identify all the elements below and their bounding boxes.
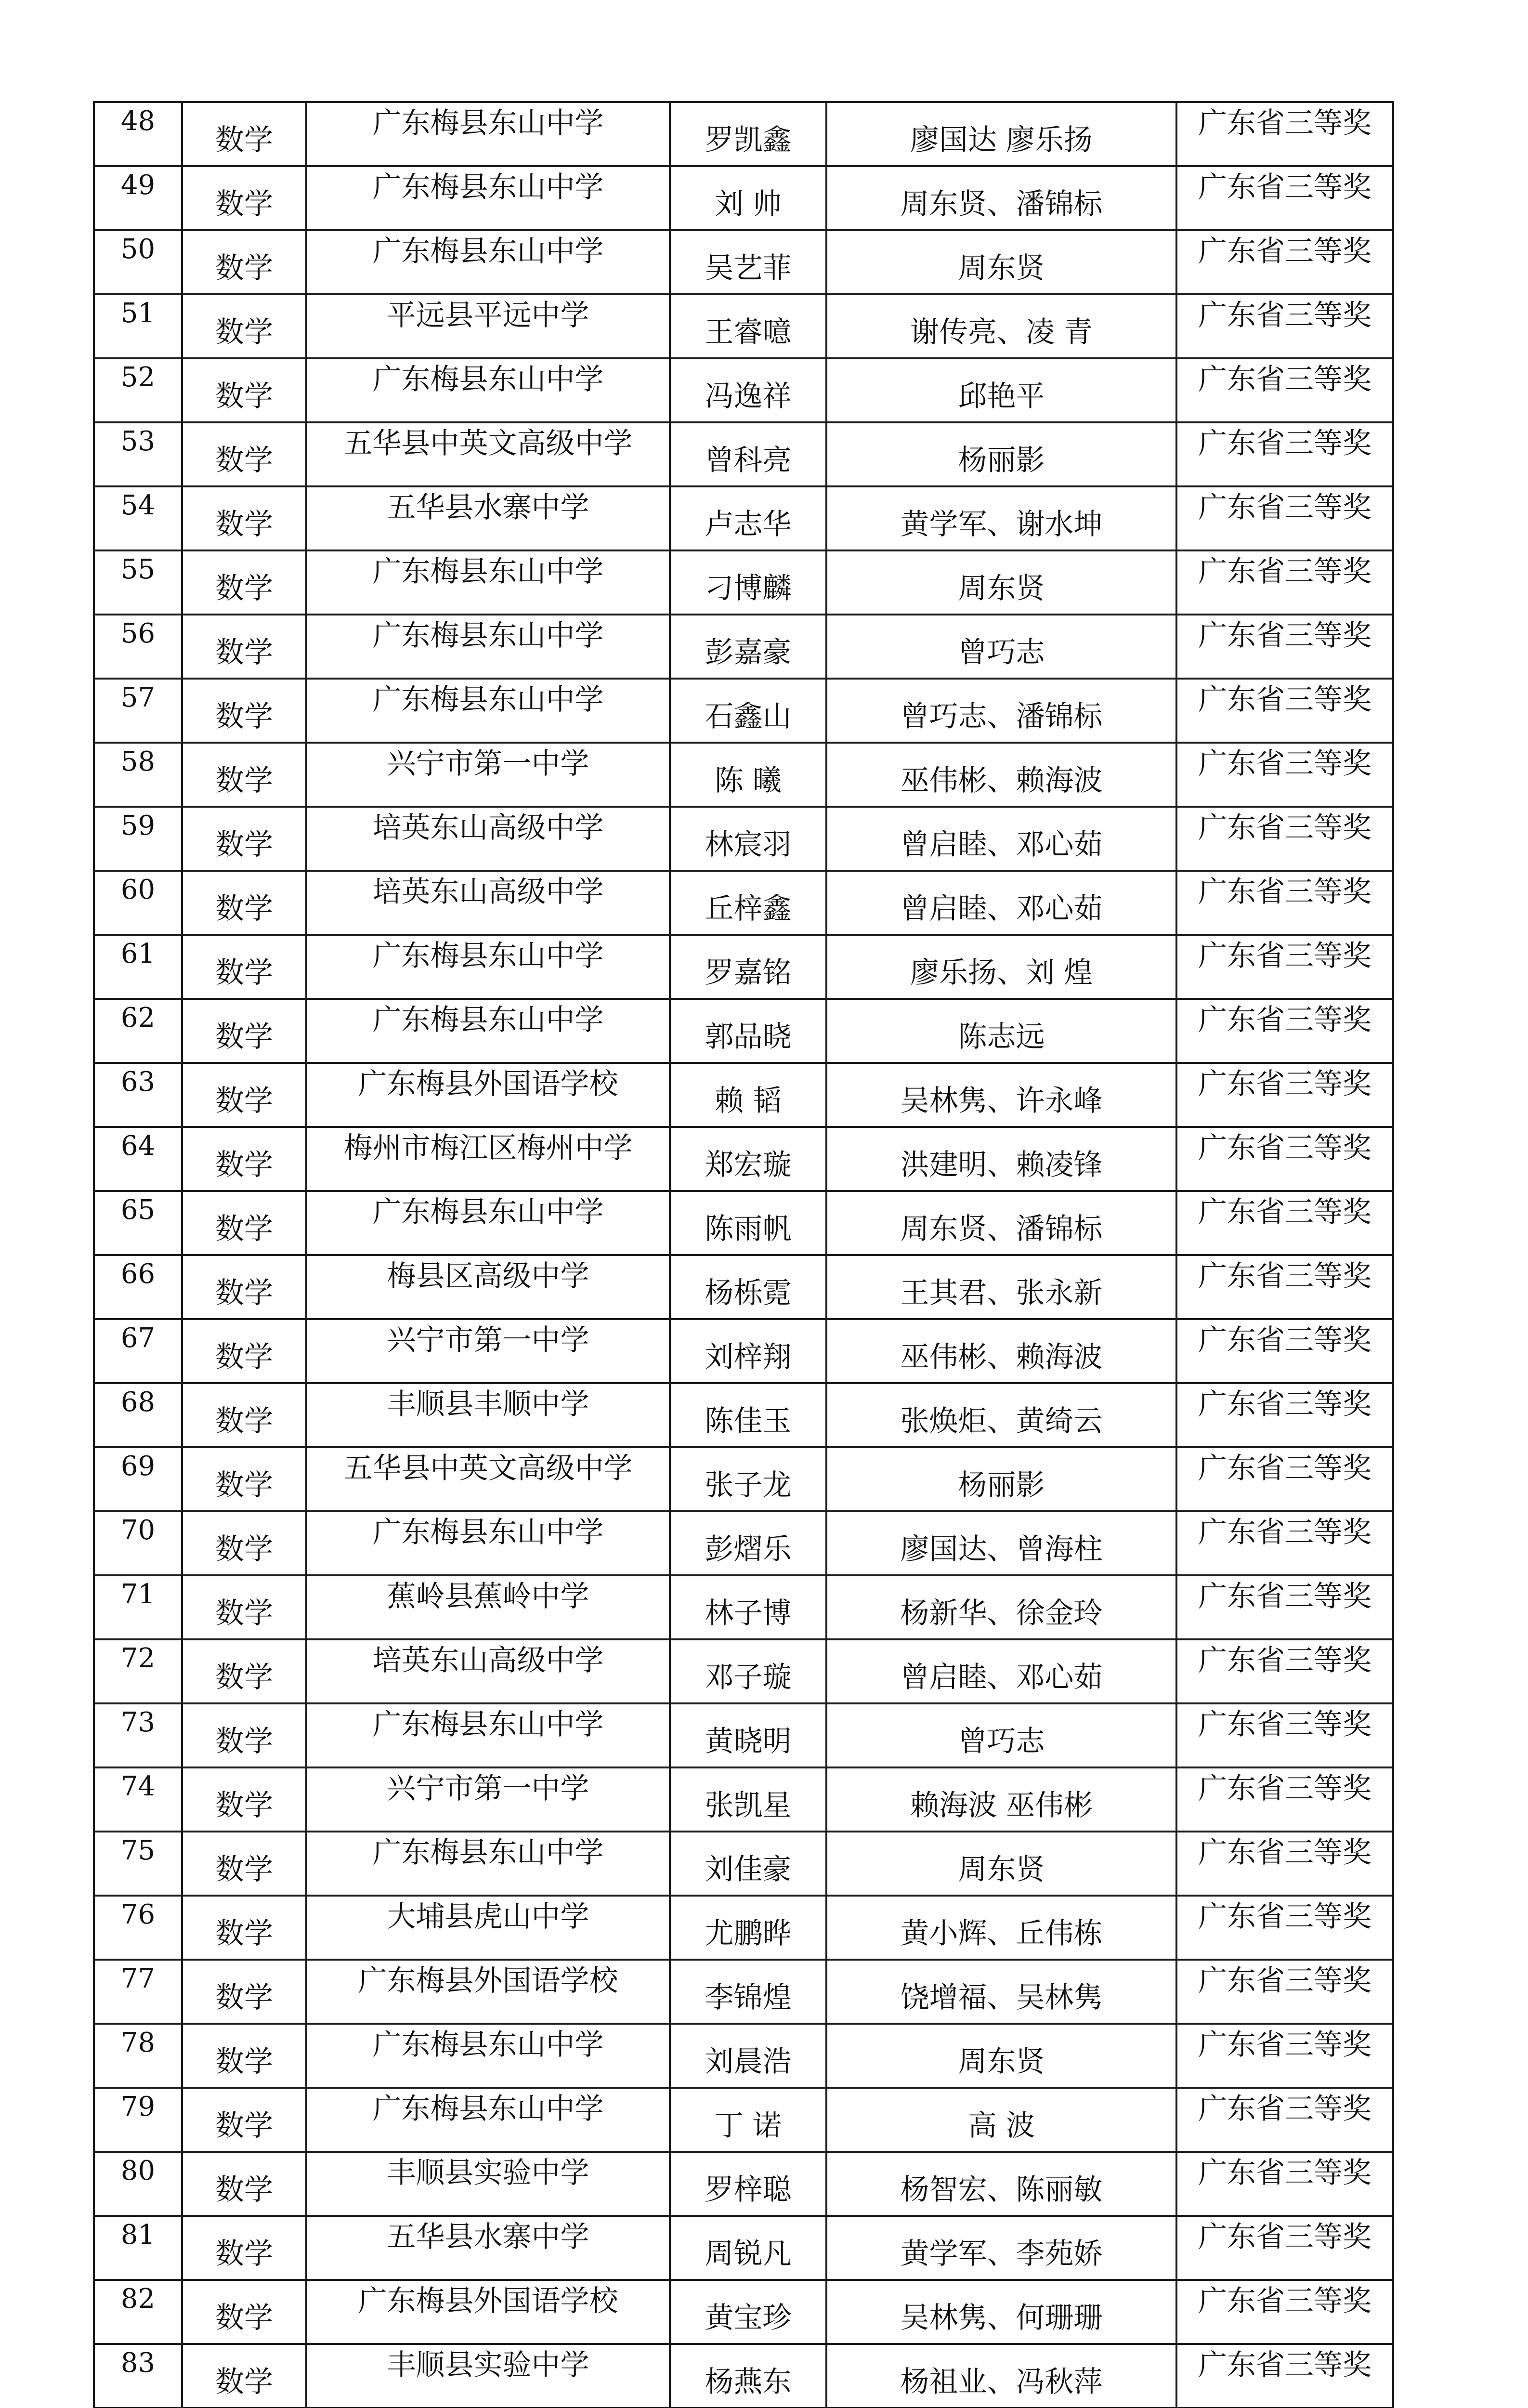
school-cell: 广东梅县外国语学校	[306, 1960, 670, 2024]
subject-cell: 数学	[182, 2024, 306, 2088]
teacher-cell: 陈志远	[826, 999, 1176, 1063]
subject-cell: 数学	[182, 1127, 306, 1191]
row-number-cell: 60	[94, 871, 182, 935]
award-cell: 广东省三等奖	[1176, 486, 1393, 550]
teacher-cell: 周东贤	[826, 2024, 1176, 2088]
school-cell: 广东梅县东山中学	[306, 550, 670, 615]
teacher-cell: 杨祖业、冯秋萍	[826, 2344, 1176, 2408]
teacher-cell: 曾巧志	[826, 615, 1176, 679]
school-cell: 兴宁市第一中学	[306, 1319, 670, 1383]
award-cell: 广东省三等奖	[1176, 358, 1393, 422]
table-row	[94, 1447, 1393, 1511]
student-name-cell: 罗梓聪	[670, 2152, 826, 2216]
award-cell: 广东省三等奖	[1176, 1767, 1393, 1832]
award-cell: 广东省三等奖	[1176, 1703, 1393, 1767]
teacher-cell: 曾启睦、邓心茹	[826, 1639, 1176, 1703]
student-name-cell: 曾科亮	[670, 422, 826, 486]
table-row	[94, 1511, 1393, 1575]
subject-cell: 数学	[182, 166, 306, 230]
table-row	[94, 550, 1393, 615]
award-cell: 广东省三等奖	[1176, 102, 1393, 166]
teacher-cell: 吴林隽、许永峰	[826, 1063, 1176, 1127]
subject-cell: 数学	[182, 999, 306, 1063]
student-name-cell: 杨燕东	[670, 2344, 826, 2408]
teacher-cell: 黄学军、谢水坤	[826, 486, 1176, 550]
table-row	[94, 486, 1393, 550]
table-row	[94, 1767, 1393, 1832]
table-row	[94, 679, 1393, 743]
row-number-cell: 69	[94, 1447, 182, 1511]
award-cell: 广东省三等奖	[1176, 1319, 1393, 1383]
student-name-cell: 陈雨帆	[670, 1191, 826, 1255]
student-name-cell: 刘 帅	[670, 166, 826, 230]
subject-cell: 数学	[182, 1063, 306, 1127]
award-cell: 广东省三等奖	[1176, 615, 1393, 679]
award-cell: 广东省三等奖	[1176, 2216, 1393, 2280]
teacher-cell: 谢传亮、凌 青	[826, 294, 1176, 358]
award-cell: 广东省三等奖	[1176, 1383, 1393, 1447]
row-number-cell: 70	[94, 1511, 182, 1575]
subject-cell: 数学	[182, 358, 306, 422]
table-row	[94, 1832, 1393, 1896]
school-cell: 五华县中英文高级中学	[306, 422, 670, 486]
table-row	[94, 615, 1393, 679]
table-row	[94, 871, 1393, 935]
teacher-cell: 张焕炬、黄绮云	[826, 1383, 1176, 1447]
table-row	[94, 743, 1393, 807]
row-number-cell: 63	[94, 1063, 182, 1127]
teacher-cell: 周东贤	[826, 550, 1176, 615]
table-row	[94, 1575, 1393, 1639]
school-cell: 广东梅县东山中学	[306, 2024, 670, 2088]
school-cell: 广东梅县东山中学	[306, 1703, 670, 1767]
student-name-cell: 陈 曦	[670, 743, 826, 807]
teacher-cell: 周东贤、潘锦标	[826, 1191, 1176, 1255]
row-number-cell: 72	[94, 1639, 182, 1703]
row-number-cell: 48	[94, 102, 182, 166]
subject-cell: 数学	[182, 2280, 306, 2344]
table-row	[94, 1063, 1393, 1127]
award-cell: 广东省三等奖	[1176, 422, 1393, 486]
subject-cell: 数学	[182, 102, 306, 166]
student-name-cell: 周锐凡	[670, 2216, 826, 2280]
school-cell: 广东梅县东山中学	[306, 2088, 670, 2152]
award-cell: 广东省三等奖	[1176, 2152, 1393, 2216]
table-row	[94, 807, 1393, 871]
school-cell: 五华县中英文高级中学	[306, 1447, 670, 1511]
teacher-cell: 高 波	[826, 2088, 1176, 2152]
row-number-cell: 77	[94, 1960, 182, 2024]
row-number-cell: 55	[94, 550, 182, 615]
row-number-cell: 52	[94, 358, 182, 422]
school-cell: 广东梅县外国语学校	[306, 1063, 670, 1127]
subject-cell: 数学	[182, 935, 306, 999]
school-cell: 梅州市梅江区梅州中学	[306, 1127, 670, 1191]
row-number-cell: 82	[94, 2280, 182, 2344]
row-number-cell: 54	[94, 486, 182, 550]
table-row	[94, 422, 1393, 486]
table-row	[94, 2216, 1393, 2280]
school-cell: 丰顺县丰顺中学	[306, 1383, 670, 1447]
award-cell: 广东省三等奖	[1176, 2280, 1393, 2344]
student-name-cell: 杨栎霓	[670, 1255, 826, 1319]
subject-cell: 数学	[182, 1319, 306, 1383]
school-cell: 广东梅县东山中学	[306, 230, 670, 294]
row-number-cell: 49	[94, 166, 182, 230]
row-number-cell: 75	[94, 1832, 182, 1896]
award-cell: 广东省三等奖	[1176, 2344, 1393, 2408]
student-name-cell: 黄晓明	[670, 1703, 826, 1767]
subject-cell: 数学	[182, 1447, 306, 1511]
student-name-cell: 罗凯鑫	[670, 102, 826, 166]
subject-cell: 数学	[182, 1960, 306, 2024]
teacher-cell: 杨新华、徐金玲	[826, 1575, 1176, 1639]
school-cell: 广东梅县东山中学	[306, 615, 670, 679]
teacher-cell: 巫伟彬、赖海波	[826, 1319, 1176, 1383]
teacher-cell: 廖国达、曾海柱	[826, 1511, 1176, 1575]
table-row	[94, 1319, 1393, 1383]
subject-cell: 数学	[182, 615, 306, 679]
teacher-cell: 廖国达 廖乐扬	[826, 102, 1176, 166]
student-name-cell: 郑宏璇	[670, 1127, 826, 1191]
row-number-cell: 80	[94, 2152, 182, 2216]
school-cell: 广东梅县东山中学	[306, 1832, 670, 1896]
table-row	[94, 1896, 1393, 1960]
student-name-cell: 彭熠乐	[670, 1511, 826, 1575]
row-number-cell: 71	[94, 1575, 182, 1639]
award-cell: 广东省三等奖	[1176, 871, 1393, 935]
school-cell: 五华县水寨中学	[306, 486, 670, 550]
table-row	[94, 1703, 1393, 1767]
table-row	[94, 2344, 1393, 2408]
school-cell: 广东梅县东山中学	[306, 935, 670, 999]
student-name-cell: 卢志华	[670, 486, 826, 550]
award-cell: 广东省三等奖	[1176, 999, 1393, 1063]
subject-cell: 数学	[182, 1191, 306, 1255]
subject-cell: 数学	[182, 1896, 306, 1960]
award-cell: 广东省三等奖	[1176, 807, 1393, 871]
table-body	[94, 102, 1393, 2408]
award-cell: 广东省三等奖	[1176, 1832, 1393, 1896]
row-number-cell: 68	[94, 1383, 182, 1447]
row-number-cell: 65	[94, 1191, 182, 1255]
award-cell: 广东省三等奖	[1176, 166, 1393, 230]
subject-cell: 数学	[182, 1767, 306, 1832]
school-cell: 广东梅县东山中学	[306, 999, 670, 1063]
school-cell: 广东梅县东山中学	[306, 679, 670, 743]
award-cell: 广东省三等奖	[1176, 679, 1393, 743]
subject-cell: 数学	[182, 2152, 306, 2216]
teacher-cell: 杨智宏、陈丽敏	[826, 2152, 1176, 2216]
teacher-cell: 曾巧志、潘锦标	[826, 679, 1176, 743]
school-cell: 广东梅县东山中学	[306, 166, 670, 230]
row-number-cell: 51	[94, 294, 182, 358]
teacher-cell: 杨丽影	[826, 1447, 1176, 1511]
student-name-cell: 丁 诺	[670, 2088, 826, 2152]
table-row	[94, 1255, 1393, 1319]
student-name-cell: 刘晨浩	[670, 2024, 826, 2088]
student-name-cell: 黄宝珍	[670, 2280, 826, 2344]
school-cell: 平远县平远中学	[306, 294, 670, 358]
table-row	[94, 2088, 1393, 2152]
student-name-cell: 王睿噫	[670, 294, 826, 358]
award-cell: 广东省三等奖	[1176, 1896, 1393, 1960]
teacher-cell: 巫伟彬、赖海波	[826, 743, 1176, 807]
subject-cell: 数学	[182, 1255, 306, 1319]
teacher-cell: 洪建明、赖凌锋	[826, 1127, 1176, 1191]
subject-cell: 数学	[182, 2344, 306, 2408]
student-name-cell: 罗嘉铭	[670, 935, 826, 999]
table-row	[94, 2280, 1393, 2344]
award-cell: 广东省三等奖	[1176, 2024, 1393, 2088]
row-number-cell: 76	[94, 1896, 182, 1960]
row-number-cell: 56	[94, 615, 182, 679]
student-name-cell: 冯逸祥	[670, 358, 826, 422]
row-number-cell: 58	[94, 743, 182, 807]
subject-cell: 数学	[182, 807, 306, 871]
student-name-cell: 石鑫山	[670, 679, 826, 743]
school-cell: 广东梅县东山中学	[306, 102, 670, 166]
teacher-cell: 曾启睦、邓心茹	[826, 871, 1176, 935]
student-name-cell: 林宸羽	[670, 807, 826, 871]
teacher-cell: 吴林隽、何珊珊	[826, 2280, 1176, 2344]
subject-cell: 数学	[182, 486, 306, 550]
school-cell: 丰顺县实验中学	[306, 2152, 670, 2216]
school-cell: 梅县区高级中学	[306, 1255, 670, 1319]
teacher-cell: 周东贤	[826, 1832, 1176, 1896]
teacher-cell: 黄小辉、丘伟栋	[826, 1896, 1176, 1960]
table-row	[94, 358, 1393, 422]
teacher-cell: 赖海波 巫伟彬	[826, 1767, 1176, 1832]
row-number-cell: 57	[94, 679, 182, 743]
school-cell: 蕉岭县蕉岭中学	[306, 1575, 670, 1639]
student-name-cell: 丘梓鑫	[670, 871, 826, 935]
row-number-cell: 67	[94, 1319, 182, 1383]
school-cell: 广东梅县东山中学	[306, 358, 670, 422]
student-name-cell: 刁博麟	[670, 550, 826, 615]
student-name-cell: 吴艺菲	[670, 230, 826, 294]
table-row	[94, 294, 1393, 358]
row-number-cell: 59	[94, 807, 182, 871]
subject-cell: 数学	[182, 1832, 306, 1896]
table-row	[94, 999, 1393, 1063]
table-row	[94, 102, 1393, 166]
award-cell: 广东省三等奖	[1176, 1511, 1393, 1575]
row-number-cell: 66	[94, 1255, 182, 1319]
subject-cell: 数学	[182, 1639, 306, 1703]
student-name-cell: 陈佳玉	[670, 1383, 826, 1447]
school-cell: 大埔县虎山中学	[306, 1896, 670, 1960]
award-cell: 广东省三等奖	[1176, 1255, 1393, 1319]
teacher-cell: 周东贤	[826, 230, 1176, 294]
row-number-cell: 64	[94, 1127, 182, 1191]
table-row	[94, 1191, 1393, 1255]
school-cell: 五华县水寨中学	[306, 2216, 670, 2280]
school-cell: 丰顺县实验中学	[306, 2344, 670, 2408]
student-name-cell: 郭品晓	[670, 999, 826, 1063]
student-name-cell: 李锦煌	[670, 1960, 826, 2024]
table-row	[94, 1383, 1393, 1447]
award-cell: 广东省三等奖	[1176, 550, 1393, 615]
row-number-cell: 61	[94, 935, 182, 999]
teacher-cell: 曾启睦、邓心茹	[826, 807, 1176, 871]
award-cell: 广东省三等奖	[1176, 1639, 1393, 1703]
student-name-cell: 张凯星	[670, 1767, 826, 1832]
school-cell: 广东梅县外国语学校	[306, 2280, 670, 2344]
row-number-cell: 83	[94, 2344, 182, 2408]
award-cell: 广东省三等奖	[1176, 1127, 1393, 1191]
student-name-cell: 彭嘉豪	[670, 615, 826, 679]
teacher-cell: 黄学军、李苑娇	[826, 2216, 1176, 2280]
student-name-cell: 刘佳豪	[670, 1832, 826, 1896]
row-number-cell: 62	[94, 999, 182, 1063]
student-name-cell: 赖 韬	[670, 1063, 826, 1127]
student-name-cell: 邓子璇	[670, 1639, 826, 1703]
table-row	[94, 1639, 1393, 1703]
subject-cell: 数学	[182, 871, 306, 935]
table-row	[94, 230, 1393, 294]
table-row	[94, 935, 1393, 999]
subject-cell: 数学	[182, 1511, 306, 1575]
award-cell: 广东省三等奖	[1176, 743, 1393, 807]
row-number-cell: 74	[94, 1767, 182, 1832]
subject-cell: 数学	[182, 743, 306, 807]
teacher-cell: 邱艳平	[826, 358, 1176, 422]
school-cell: 培英东山高级中学	[306, 871, 670, 935]
row-number-cell: 50	[94, 230, 182, 294]
award-cell: 广东省三等奖	[1176, 1447, 1393, 1511]
school-cell: 广东梅县东山中学	[306, 1511, 670, 1575]
table-row	[94, 2024, 1393, 2088]
award-cell: 广东省三等奖	[1176, 2088, 1393, 2152]
award-cell: 广东省三等奖	[1176, 1575, 1393, 1639]
student-name-cell: 林子博	[670, 1575, 826, 1639]
table-row	[94, 166, 1393, 230]
award-cell: 广东省三等奖	[1176, 1960, 1393, 2024]
teacher-cell: 曾巧志	[826, 1703, 1176, 1767]
award-cell: 广东省三等奖	[1176, 230, 1393, 294]
subject-cell: 数学	[182, 2216, 306, 2280]
subject-cell: 数学	[182, 294, 306, 358]
subject-cell: 数学	[182, 1703, 306, 1767]
school-cell: 兴宁市第一中学	[306, 743, 670, 807]
teacher-cell: 杨丽影	[826, 422, 1176, 486]
subject-cell: 数学	[182, 1575, 306, 1639]
table-row	[94, 1960, 1393, 2024]
row-number-cell: 73	[94, 1703, 182, 1767]
student-name-cell: 张子龙	[670, 1447, 826, 1511]
teacher-cell: 廖乐扬、刘 煌	[826, 935, 1176, 999]
row-number-cell: 53	[94, 422, 182, 486]
subject-cell: 数学	[182, 679, 306, 743]
student-name-cell: 刘梓翔	[670, 1319, 826, 1383]
table-row	[94, 2152, 1393, 2216]
subject-cell: 数学	[182, 1383, 306, 1447]
award-cell: 广东省三等奖	[1176, 1063, 1393, 1127]
row-number-cell: 81	[94, 2216, 182, 2280]
school-cell: 培英东山高级中学	[306, 1639, 670, 1703]
table-row	[94, 1127, 1393, 1191]
subject-cell: 数学	[182, 550, 306, 615]
award-cell: 广东省三等奖	[1176, 294, 1393, 358]
school-cell: 广东梅县东山中学	[306, 1191, 670, 1255]
row-number-cell: 79	[94, 2088, 182, 2152]
teacher-cell: 饶增福、吴林隽	[826, 1960, 1176, 2024]
row-number-cell: 78	[94, 2024, 182, 2088]
school-cell: 兴宁市第一中学	[306, 1767, 670, 1832]
teacher-cell: 王其君、张永新	[826, 1255, 1176, 1319]
student-name-cell: 尤鹏晔	[670, 1896, 826, 1960]
subject-cell: 数学	[182, 422, 306, 486]
teacher-cell: 周东贤、潘锦标	[826, 166, 1176, 230]
subject-cell: 数学	[182, 230, 306, 294]
award-cell: 广东省三等奖	[1176, 935, 1393, 999]
award-table	[93, 101, 1394, 2408]
school-cell: 培英东山高级中学	[306, 807, 670, 871]
award-cell: 广东省三等奖	[1176, 1191, 1393, 1255]
subject-cell: 数学	[182, 2088, 306, 2152]
